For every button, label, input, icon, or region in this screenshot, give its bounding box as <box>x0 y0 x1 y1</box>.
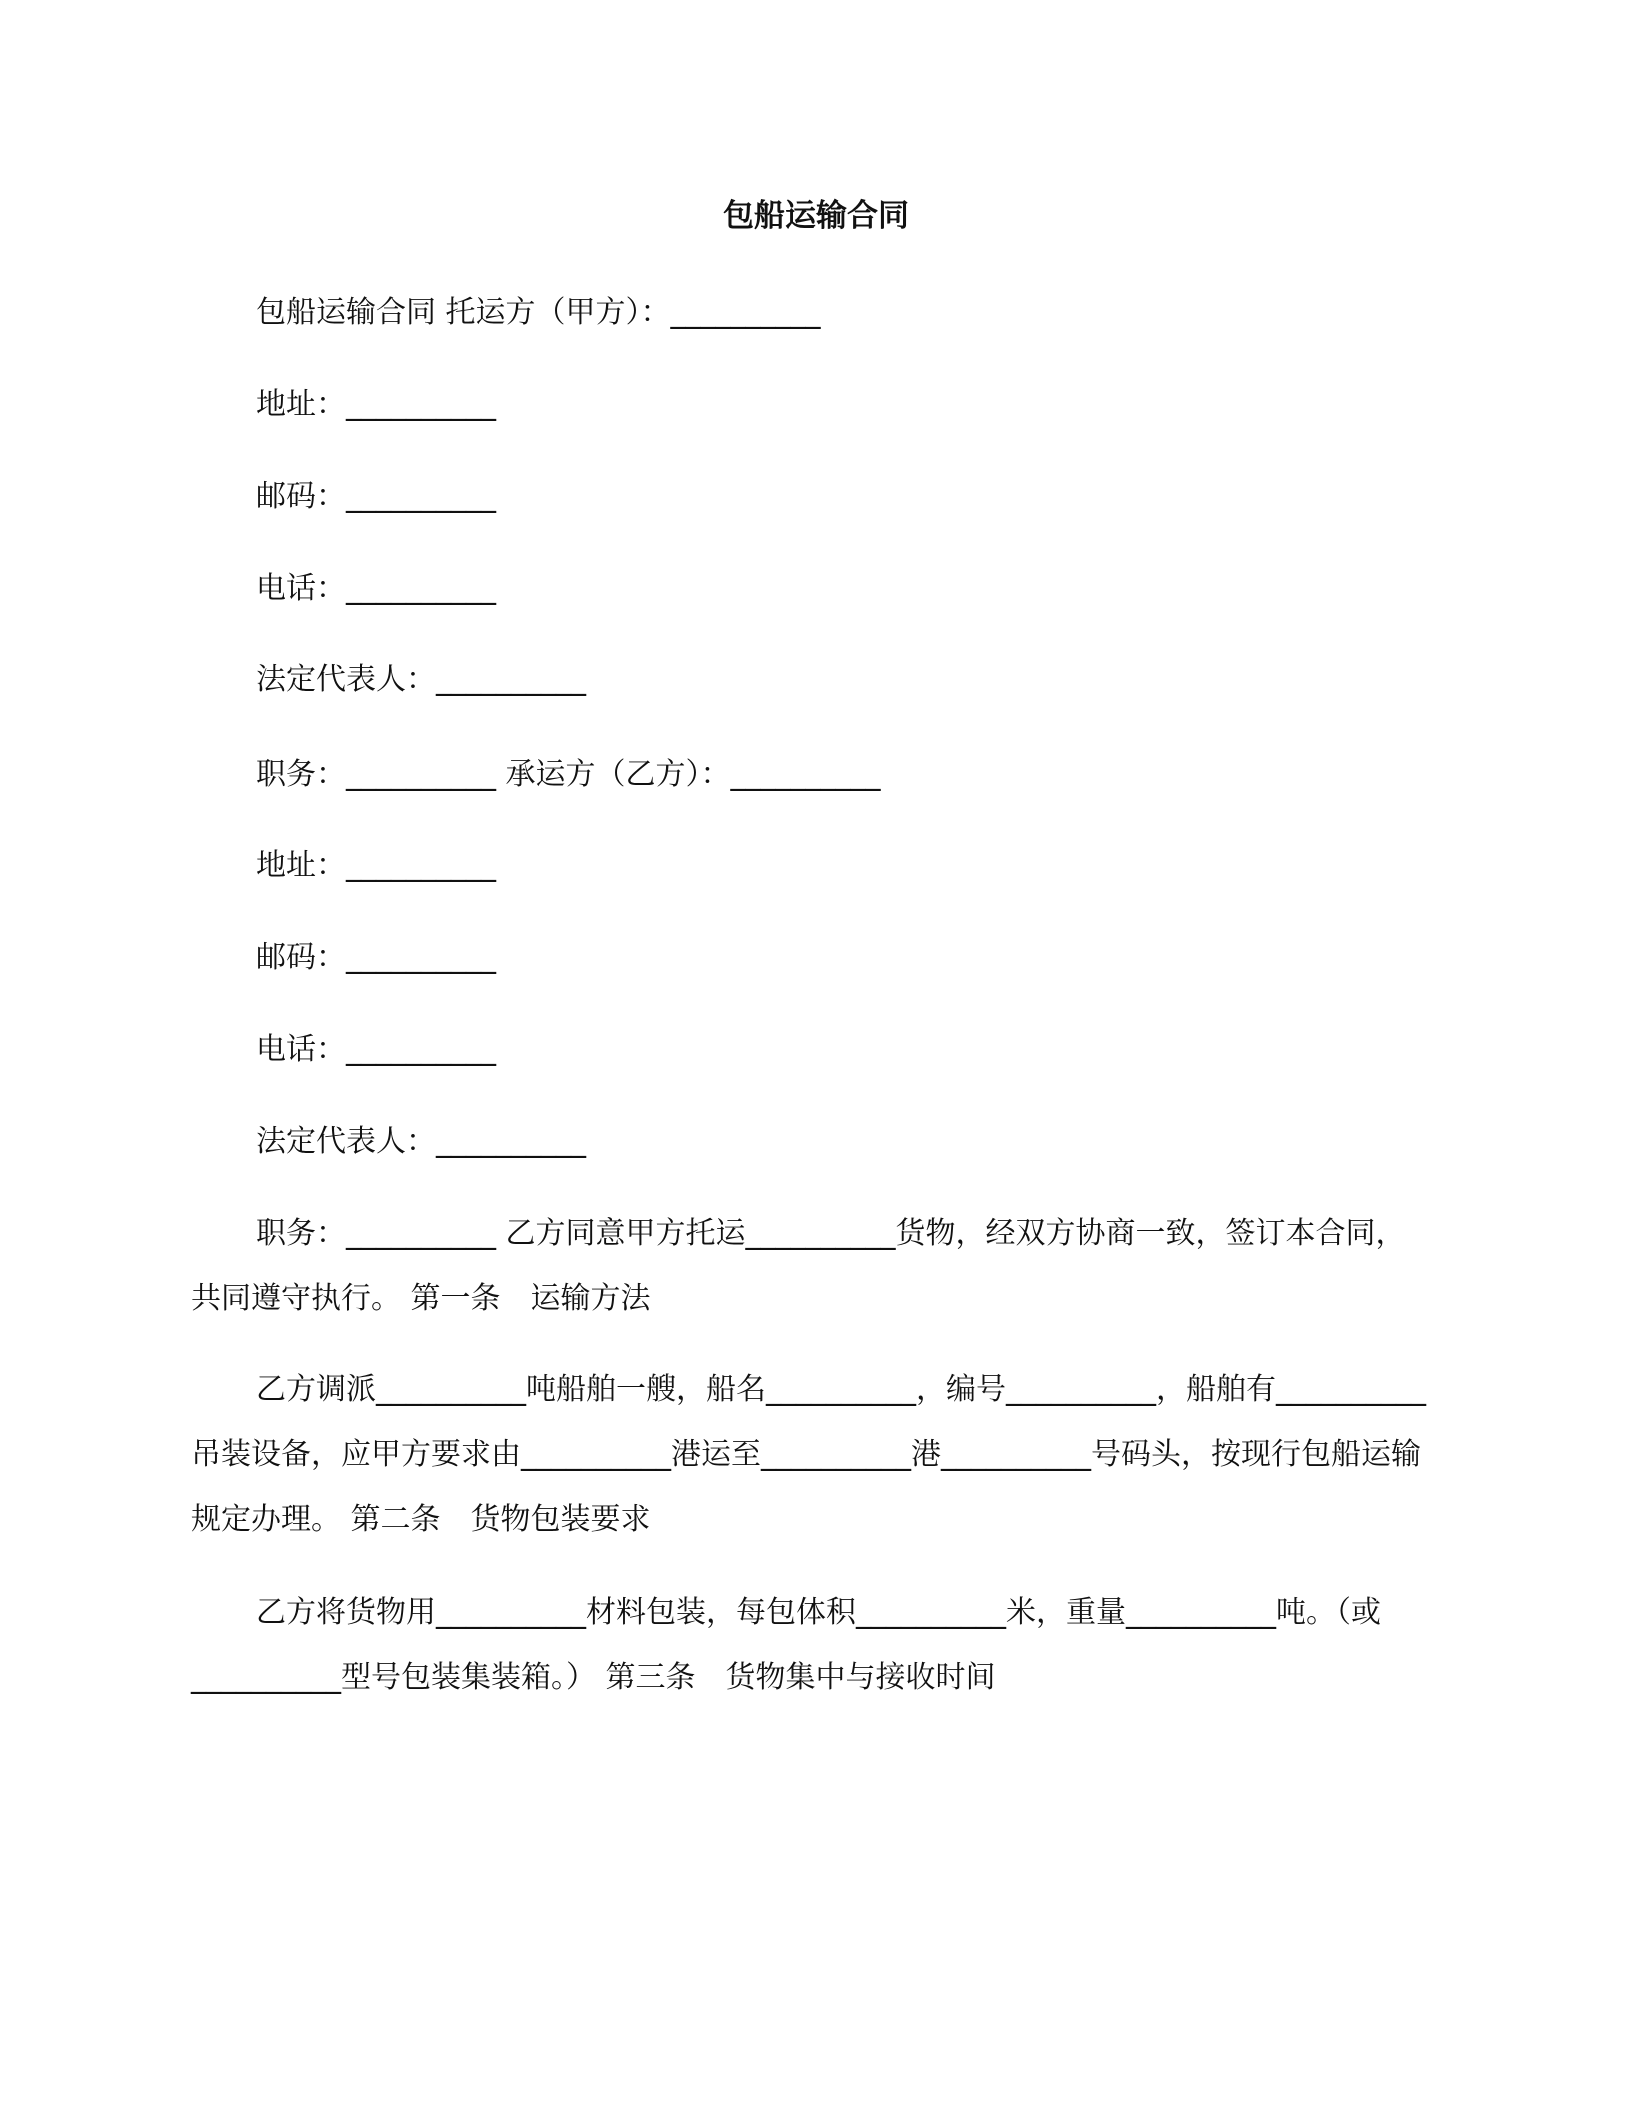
party-b-phone: 电话：__________ <box>256 1032 496 1067</box>
party-b-address: 地址：__________ <box>256 848 496 883</box>
clause-intro-paragraph: 职务：__________ 乙方同意甲方托运__________货物，经双方协商一致，签订本合同，共同遵守执行。 第一条 运输方法 <box>191 1216 1406 1316</box>
party-b-legal-rep: 法定代表人：__________ <box>256 1124 586 1159</box>
party-a-phone: 电话：__________ <box>256 571 496 606</box>
clause-two-paragraph: 乙方将货物用__________材料包装，每包体积__________米，重量__________吨。（或__________型号包装集装箱。） 第三条 货物集中与接收时间 <box>191 1595 1381 1695</box>
party-a-address: 地址：__________ <box>256 387 496 422</box>
party-a-header: 包船运输合同 托运方（甲方）：__________ <box>256 295 821 330</box>
party-a-postcode: 邮码：__________ <box>256 479 496 514</box>
clause-one-paragraph: 乙方调派__________吨船舶一艘，船名__________，编号__________，船舶有__________吊装设备，应甲方要求由__________港运至__________港__________号码头，按现行包船运输规定办理。 第二条 货物包装要求 <box>191 1372 1426 1537</box>
party-b-header: 职务：__________ 承运方（乙方）：__________ <box>256 757 881 792</box>
document-title: 包船运输合同 <box>723 198 909 234</box>
party-a-legal-rep: 法定代表人：__________ <box>256 662 586 697</box>
party-b-postcode: 邮码：__________ <box>256 940 496 975</box>
